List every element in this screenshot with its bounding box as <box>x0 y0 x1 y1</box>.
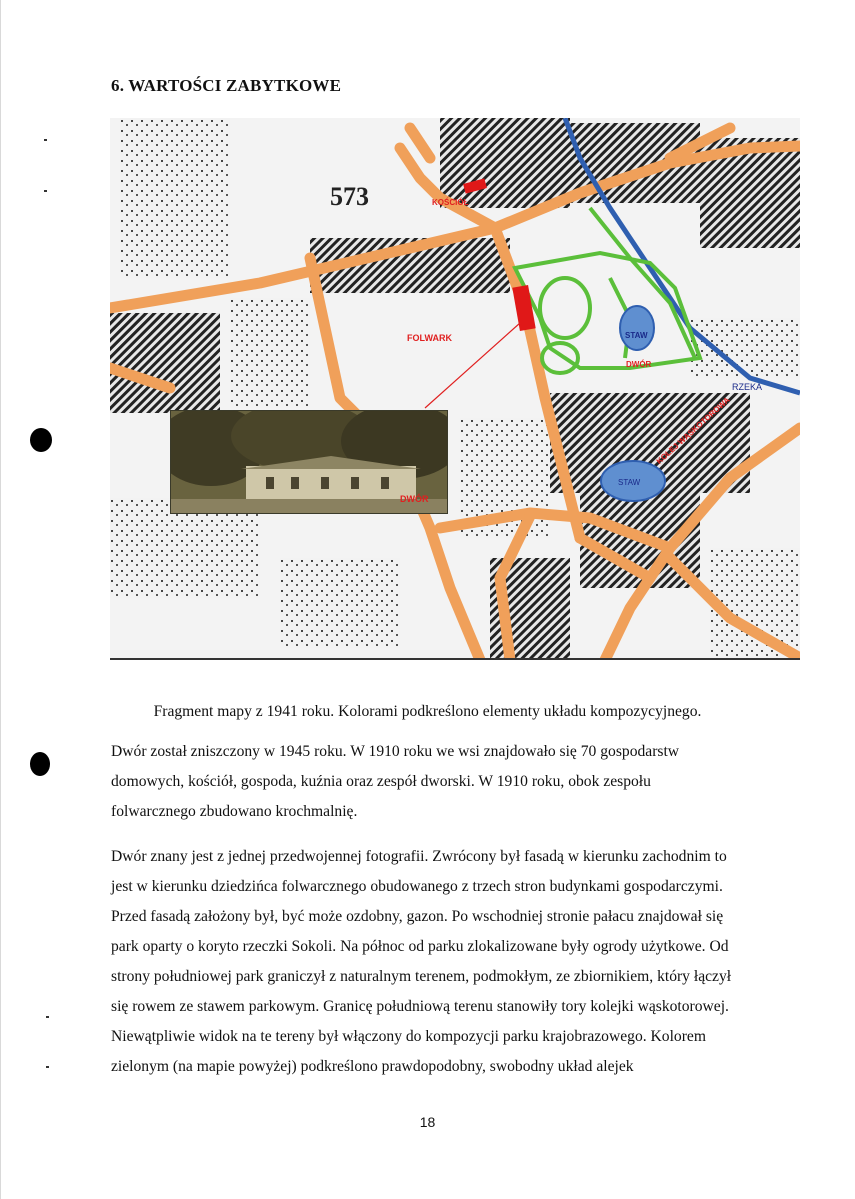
scan-speck <box>46 1016 49 1018</box>
map-label-river: RZEKA <box>732 382 763 392</box>
paragraph-1 <box>111 737 807 827</box>
map-label-folwark: FOLWARK <box>407 333 452 343</box>
map-label-pond-park: STAW <box>625 331 648 340</box>
scan-speck <box>46 1066 49 1068</box>
scan-speck <box>44 190 47 192</box>
paragraph-line: zielonym (na mapie powyżej) podkreślono prawdopodobny, swobodny układ alejek <box>111 1058 634 1075</box>
paragraph-line: strony południowej park graniczył z naturalnym terenem, podmokłym, ze zbiornikiem, który łączył <box>111 968 732 985</box>
map-label-railway: KOLEJ WĄSKOTOROWA <box>654 395 732 466</box>
map-caption: Fragment mapy z 1941 roku. Kolorami podkreślono elementy układu kompozycyjnego. <box>153 703 702 720</box>
punch-hole-top <box>30 428 52 452</box>
map-pond-park <box>620 306 654 350</box>
paragraph-line: jest w kierunku dziedzińca folwarcznego obudowanego z trzech stron budynkami gospodarczymi. <box>111 878 723 895</box>
map-label-church: KOŚCIÓŁ <box>432 198 469 207</box>
paragraph-line: Niewątpliwie widok na te tereny był włączony do kompozycji parku krajobrazowego. Kolorem <box>111 1028 706 1045</box>
map-label-pond-south: STAW <box>618 478 641 487</box>
paragraph-line: domowych, kościół, gospoda, kuźnia oraz zespół dworski. W 1910 roku, obok zespołu <box>111 773 651 790</box>
map-label-manor: DWÓR <box>626 360 652 369</box>
page-number: 18 <box>419 1114 436 1130</box>
manor-photo <box>170 410 448 514</box>
paragraph-line: folwarcznego zbudowano krochmalnię. <box>111 803 358 820</box>
paragraph-line: Dwór został zniszczony w 1945 roku. W 1910 roku we wsi znajdowało się 70 gospodarstw <box>111 743 680 760</box>
paragraph-line: park oparty o koryto rzeczki Sokoli. Na północ od parku zlokalizowane były ogrody użytkowe. Od <box>111 938 729 955</box>
section-heading: 6. WARTOŚCI ZABYTKOWE <box>111 76 342 95</box>
page-edge <box>0 0 1 1199</box>
scan-speck <box>44 139 47 141</box>
map-number-label: 573 <box>330 182 369 211</box>
map-bottom-rule <box>110 658 800 660</box>
paragraph-2 <box>111 842 807 1082</box>
paragraph-line: Dwór znany jest z jednej przedwojennej fotografii. Zwrócony był fasadą w kierunku zachodnim to <box>111 848 727 865</box>
photo-label-manor: DWÓR <box>400 494 429 504</box>
punch-hole-bottom <box>30 752 50 776</box>
paragraph-line: Przed fasadą założony był, być może ozdobny, gazon. Po wschodniej stronie pałacu znajdował się <box>111 908 724 925</box>
paragraph-line: się rowem ze stawem parkowym. Granicę południową terenu stanowiły tory kolejki wąskotorowej. <box>111 998 729 1015</box>
historic-map <box>110 118 800 660</box>
